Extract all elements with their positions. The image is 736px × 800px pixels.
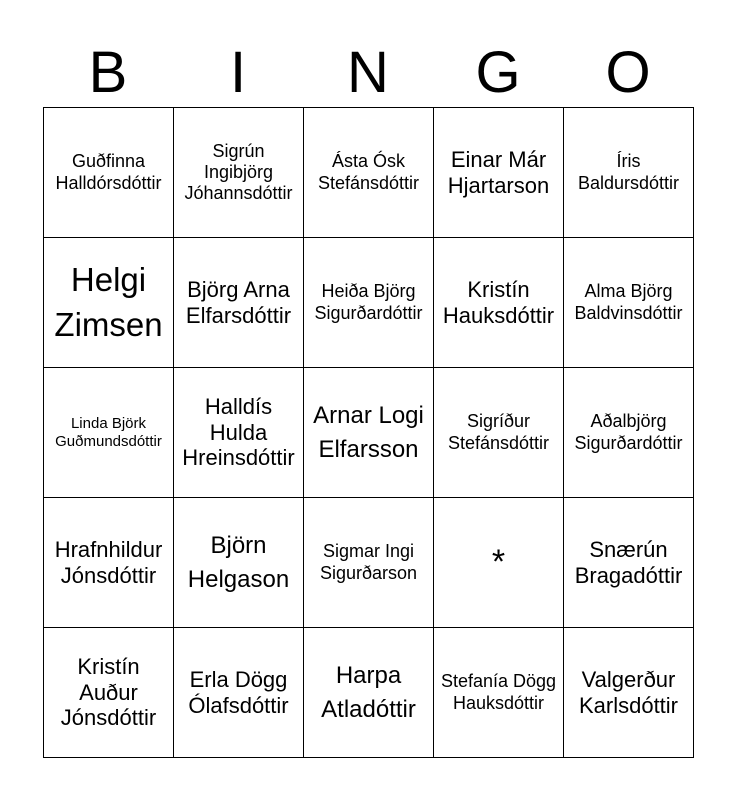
bingo-cell-r3c1[interactable]: Linda Björk Guðmundsdóttir — [44, 368, 174, 498]
bingo-header — [43, 38, 693, 108]
bingo-cell-r3c5[interactable]: Aðalbjörg Sigurðardóttir — [564, 368, 694, 498]
bingo-card-grid — [43, 107, 694, 758]
header-letter-g: G — [475, 40, 521, 105]
bingo-cell-r2c2[interactable]: Björg Arna Elfarsdóttir — [174, 238, 304, 368]
bingo-cell-r5c2[interactable]: Erla Dögg Ólafsdóttir — [174, 628, 304, 758]
bingo-cell-r4c2[interactable]: Björn Helgason — [174, 498, 304, 628]
bingo-cell-r5c3[interactable]: Harpa Atladóttir — [304, 628, 434, 758]
header-letter-b: B — [88, 40, 128, 105]
header-letter-o: O — [605, 40, 651, 105]
bingo-cell-r1c4[interactable]: Einar Már Hjartarson — [434, 108, 564, 238]
bingo-cell-r4c5[interactable]: Snærún Bragadóttir — [564, 498, 694, 628]
bingo-cell-r3c4[interactable]: Sigríður Stefánsdóttir — [434, 368, 564, 498]
bingo-cell-r5c1[interactable]: Kristín Auður Jónsdóttir — [44, 628, 174, 758]
bingo-cell-r3c3[interactable]: Arnar Logi Elfarsson — [304, 368, 434, 498]
bingo-cell-r4c1[interactable]: Hrafnhildur Jónsdóttir — [44, 498, 174, 628]
bingo-cell-r3c2[interactable]: Halldís Hulda Hreinsdóttir — [174, 368, 304, 498]
bingo-cell-r1c2[interactable]: Sigrún Ingibjörg Jóhannsdóttir — [174, 108, 304, 238]
header-letter-n: N — [347, 40, 389, 105]
bingo-cell-r2c5[interactable]: Alma Björg Baldvinsdóttir — [564, 238, 694, 368]
bingo-cell-r2c4[interactable]: Kristín Hauksdóttir — [434, 238, 564, 368]
bingo-cell-r4c3[interactable]: Sigmar Ingi Sigurðarson — [304, 498, 434, 628]
bingo-cell-r5c4[interactable]: Stefanía Dögg Hauksdóttir — [434, 628, 564, 758]
bingo-cell-r2c3[interactable]: Heiða Björg Sigurðardóttir — [304, 238, 434, 368]
bingo-cell-r5c5[interactable]: Valgerður Karlsdóttir — [564, 628, 694, 758]
header-letter-i: I — [229, 40, 247, 105]
bingo-cell-r1c1[interactable]: Guðfinna Halldórsdóttir — [44, 108, 174, 238]
free-space-cell[interactable]: * — [434, 498, 564, 628]
bingo-cell-r1c3[interactable]: Ásta Ósk Stefánsdóttir — [304, 108, 434, 238]
bingo-cell-r2c1[interactable]: Helgi Zimsen — [44, 238, 174, 368]
bingo-cell-r1c5[interactable]: Íris Baldursdóttir — [564, 108, 694, 238]
